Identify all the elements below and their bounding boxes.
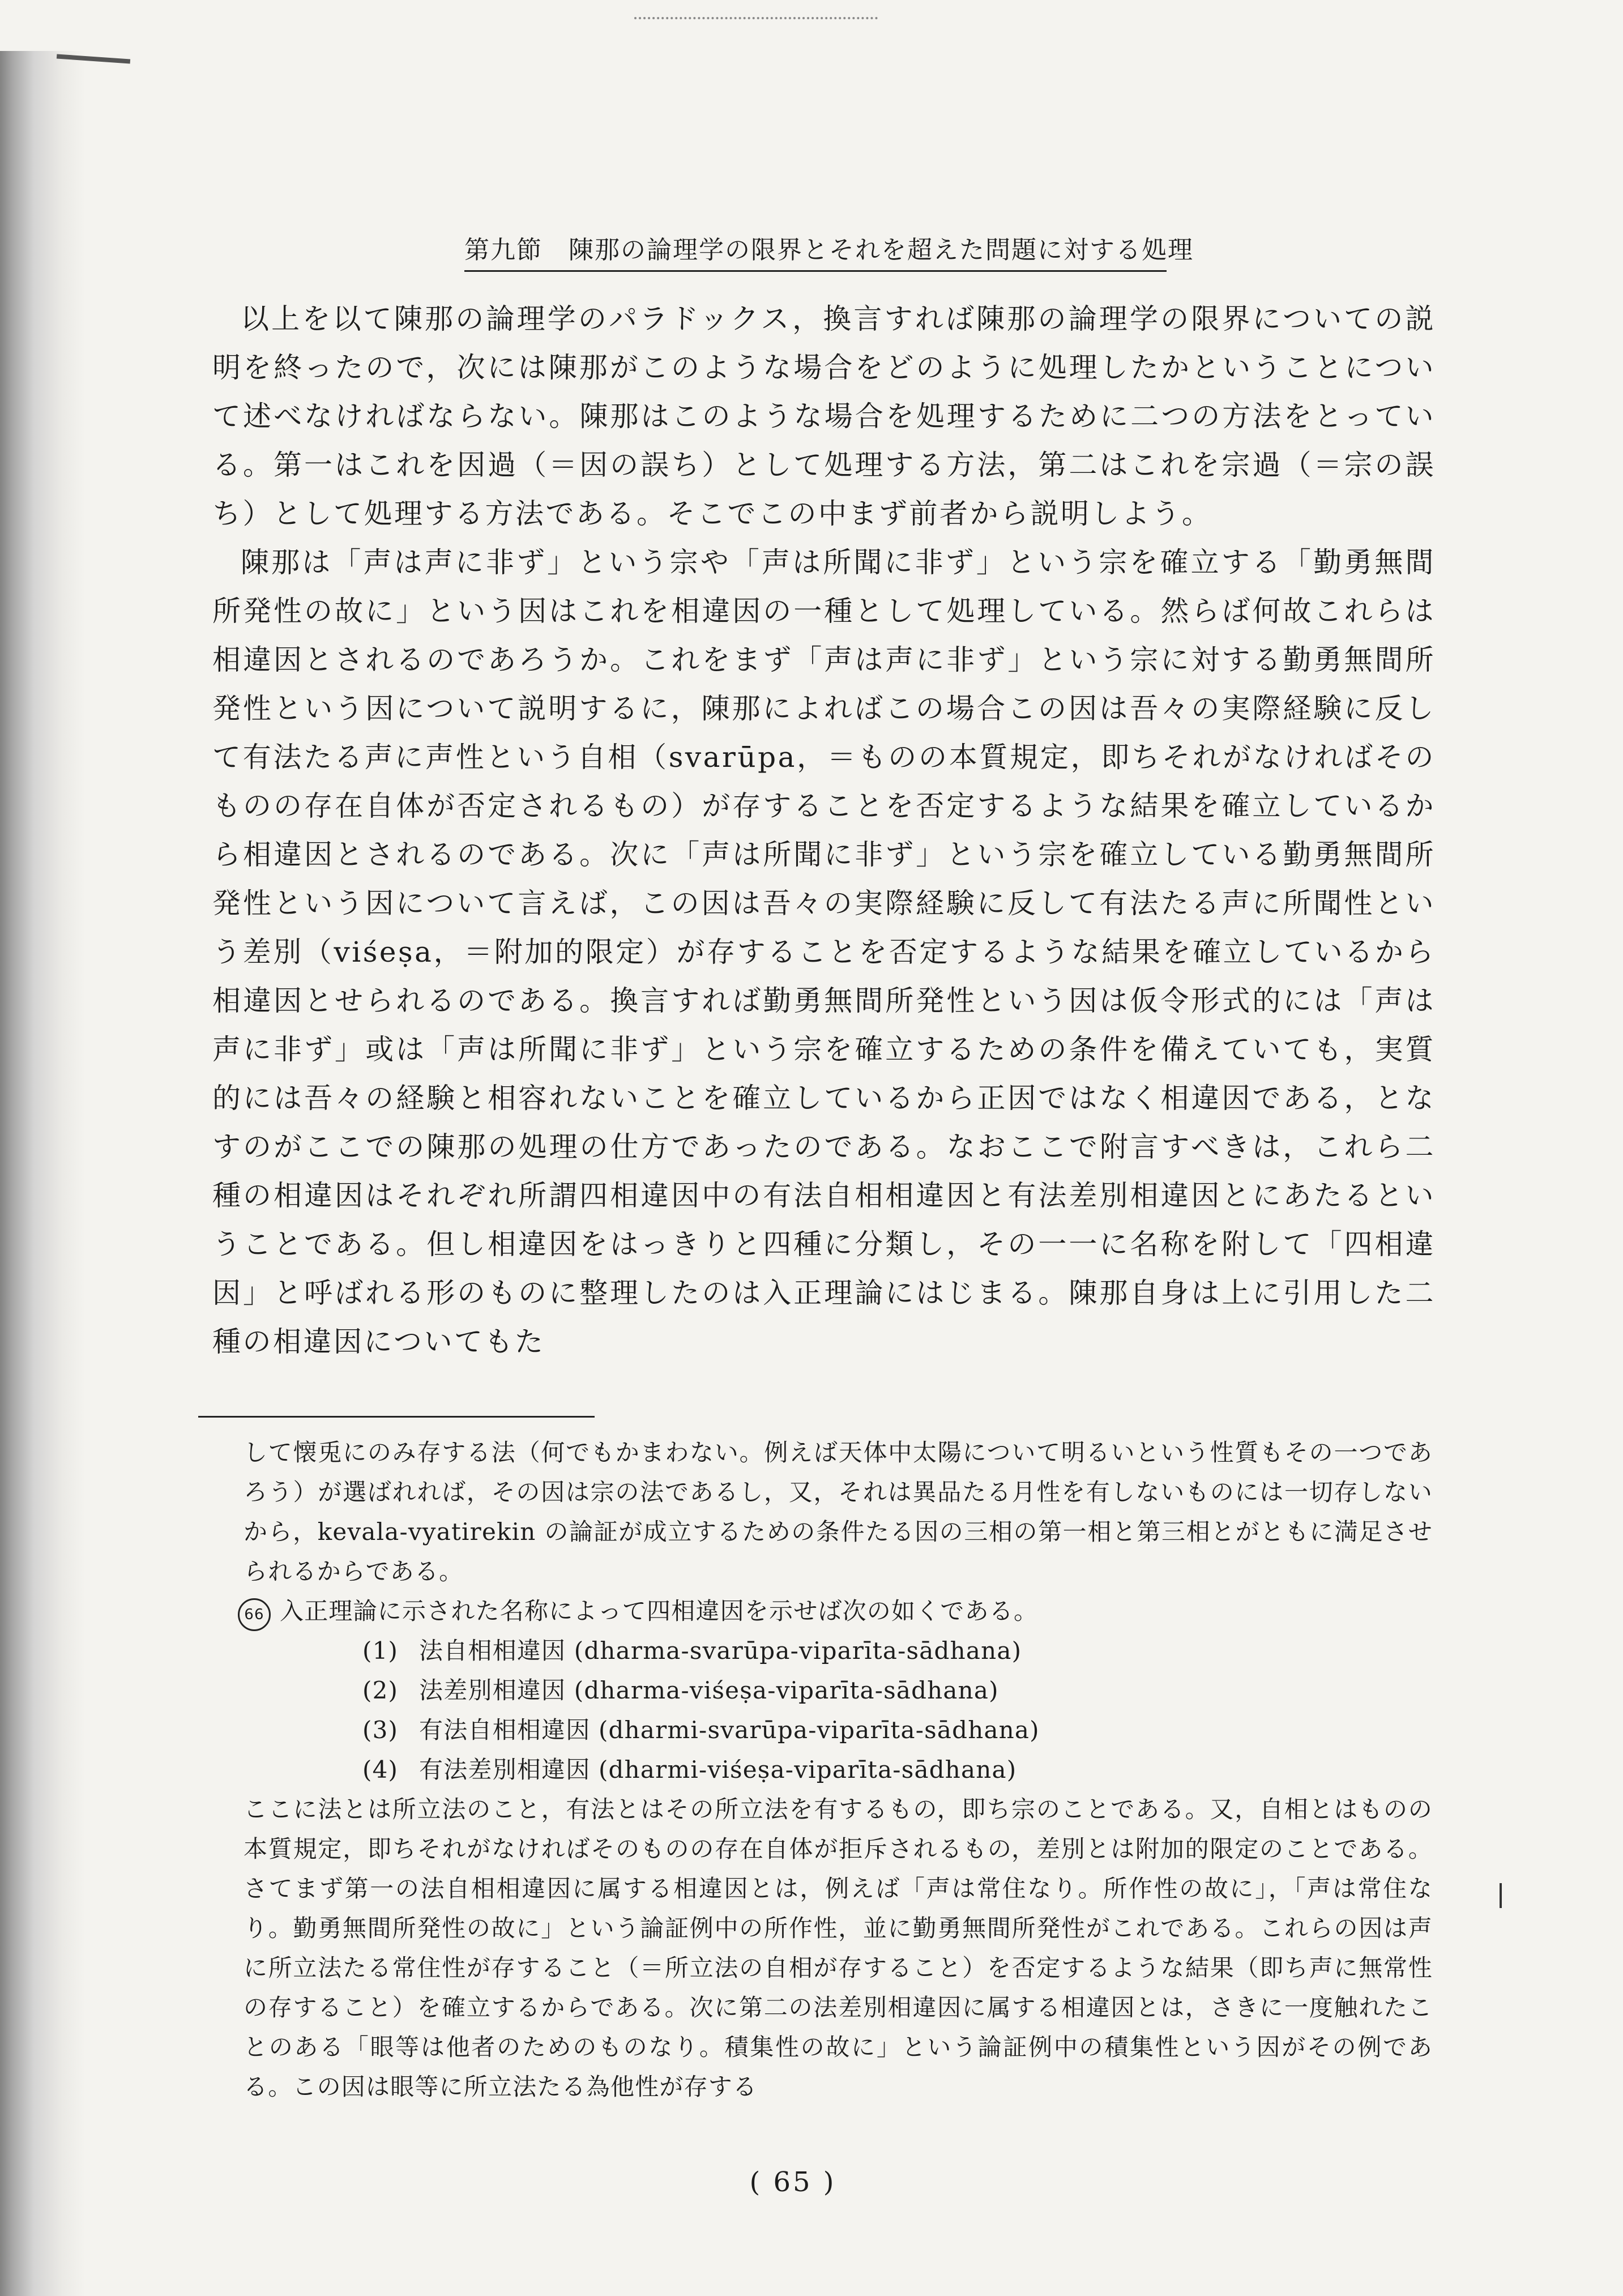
- footnote-66-intro: 入正理論に示された名称によって四相違因を示せば次の如くである。: [280, 1597, 1039, 1625]
- main-body: [212, 295, 1436, 1366]
- section-heading: 第九節 陳那の論理学の限界とそれを超えた問題に対する処理: [464, 229, 1167, 272]
- list-item: (1) 法自相相違因 (dharma-svarūpa-viparīta-sādhana): [362, 1637, 1022, 1665]
- footnote-continuation: して懐兎にのみ存する法（何でもかまわない。例えば天体中太陽について明るいという性質もその一つであろう）が選ばれれば，その因は宗の法であるし，又，それは異品たる月性を有しないものには一切存しないから，kevala-vyatirekin の論証が成立するための条件たる因の三相の第一相と第三相とがともに満足させられるからである。: [244, 1439, 1433, 1585]
- footnote-marker-66: 66: [238, 1598, 271, 1631]
- paragraph-2: 陳那は「声は声に非ず」という宗や「声は所聞に非ず」という宗を確立する「勤勇無間所発性の故に」という因はこれを相違因の一種として処理している。然らば何故これらは相違因とされるのであろうか。これをまず「声は声に非ず」という宗に対する勤勇無間所発性という因について説明するに，陳那によればこの場合この因は吾々の実際経験に反して有法たる声に声性という自相（svarūpa，＝ものの本質規定，即ちそれがなければそのものの存在自体が否定されるもの）が存することを否定するような結果を確立しているから相違因とされるのである。次に「声は所聞に非ず」という宗を確立している勤勇無間所発性という因について言えば，この因は吾々の実際経験に反して有法たる声に所聞性という差別（viśeṣa，＝附加的限定）が存することを否定するような結果を確立しているから相違因とせられるのである。換言すれば勤勇無間所発性という因は仮令形式的には「声は声に非ず」或は「声は所聞に非ず」という宗を確立するための条件を備えていても，実質的には吾々の経験と相容れないことを確立しているから正因ではなく相違因である，となすのがここでの陳那の処理の仕方であったのである。なおここで附言すべきは，これら二種の相違因はそれぞれ所謂四相違因中の有法自相相違因と有法差別相違因とにあたるということである。但し相違因をはっきりと四種に分類し，その一一に名称を附して「四相違因」と呼ばれる形のものに整理したのは入正理論にはじまる。陳那自身は上に引用した二種の相違因についてもた: [212, 546, 1436, 1358]
- footnotes: [244, 1433, 1433, 2107]
- footnote-66-explanation: ここに法とは所立法のこと，有法とはその所立法を有するもの，即ち宗のことである。又，自相とはものの本質規定，即ちそれがなければそのものの存在自体が拒斥されるもの，差別とは附加的限定のことである。さてまず第一の法自相相違因に属する相違因とは，例えば「声は常住なり。所作性の故に」，「声は常住なり。勤勇無間所発性の故に」という論証例中の所作性，並に勤勇無間所発性がこれである。これらの因は声に所立法たる常住性が存すること（＝所立法の自相が存すること）を否定するような結果（即ち声に無常性の存すること）を確立するからである。次に第二の法差別相違因に属する相違因とは，さきに一度触れたことのある「眼等は他者のためのものなり。積集性の故に」という論証例中の積集性という因がその例である。この因は眼等に所立法たる為他性が存する: [244, 1795, 1433, 2101]
- scan-edge-shadow: [0, 51, 85, 2296]
- four-contradictory-reasons-list: [362, 1631, 1433, 1790]
- paragraph-1: 以上を以て陳那の論理学のパラドックス，換言すれば陳那の論理学の限界についての説明を終ったので，次には陳那がこのような場合をどのように処理したかということについて述べなければならない。陳那はこのような場合を処理するために二つの方法をとっている。第一はこれを因過（＝因の誤ち）として処理する方法，第二はこれを宗過（＝宗の誤ち）として処理する方法である。そこでこの中まず前者から説明しよう。: [212, 302, 1436, 530]
- footnote-separator: [198, 1416, 595, 1418]
- page-number: ( 65 ): [749, 2166, 836, 2198]
- list-item: (4) 有法差別相違因 (dharmi-viśeṣa-viparīta-sādhana): [362, 1756, 1017, 1783]
- footnote-66: [244, 1591, 1433, 1631]
- list-item: (2) 法差別相違因 (dharma-viśeṣa-viparīta-sādhana): [362, 1676, 999, 1704]
- margin-mark: [1500, 1883, 1502, 1908]
- scan-artifact-dots: [634, 17, 878, 22]
- list-item: (3) 有法自相相違因 (dharmi-svarūpa-viparīta-sādhana): [362, 1716, 1040, 1744]
